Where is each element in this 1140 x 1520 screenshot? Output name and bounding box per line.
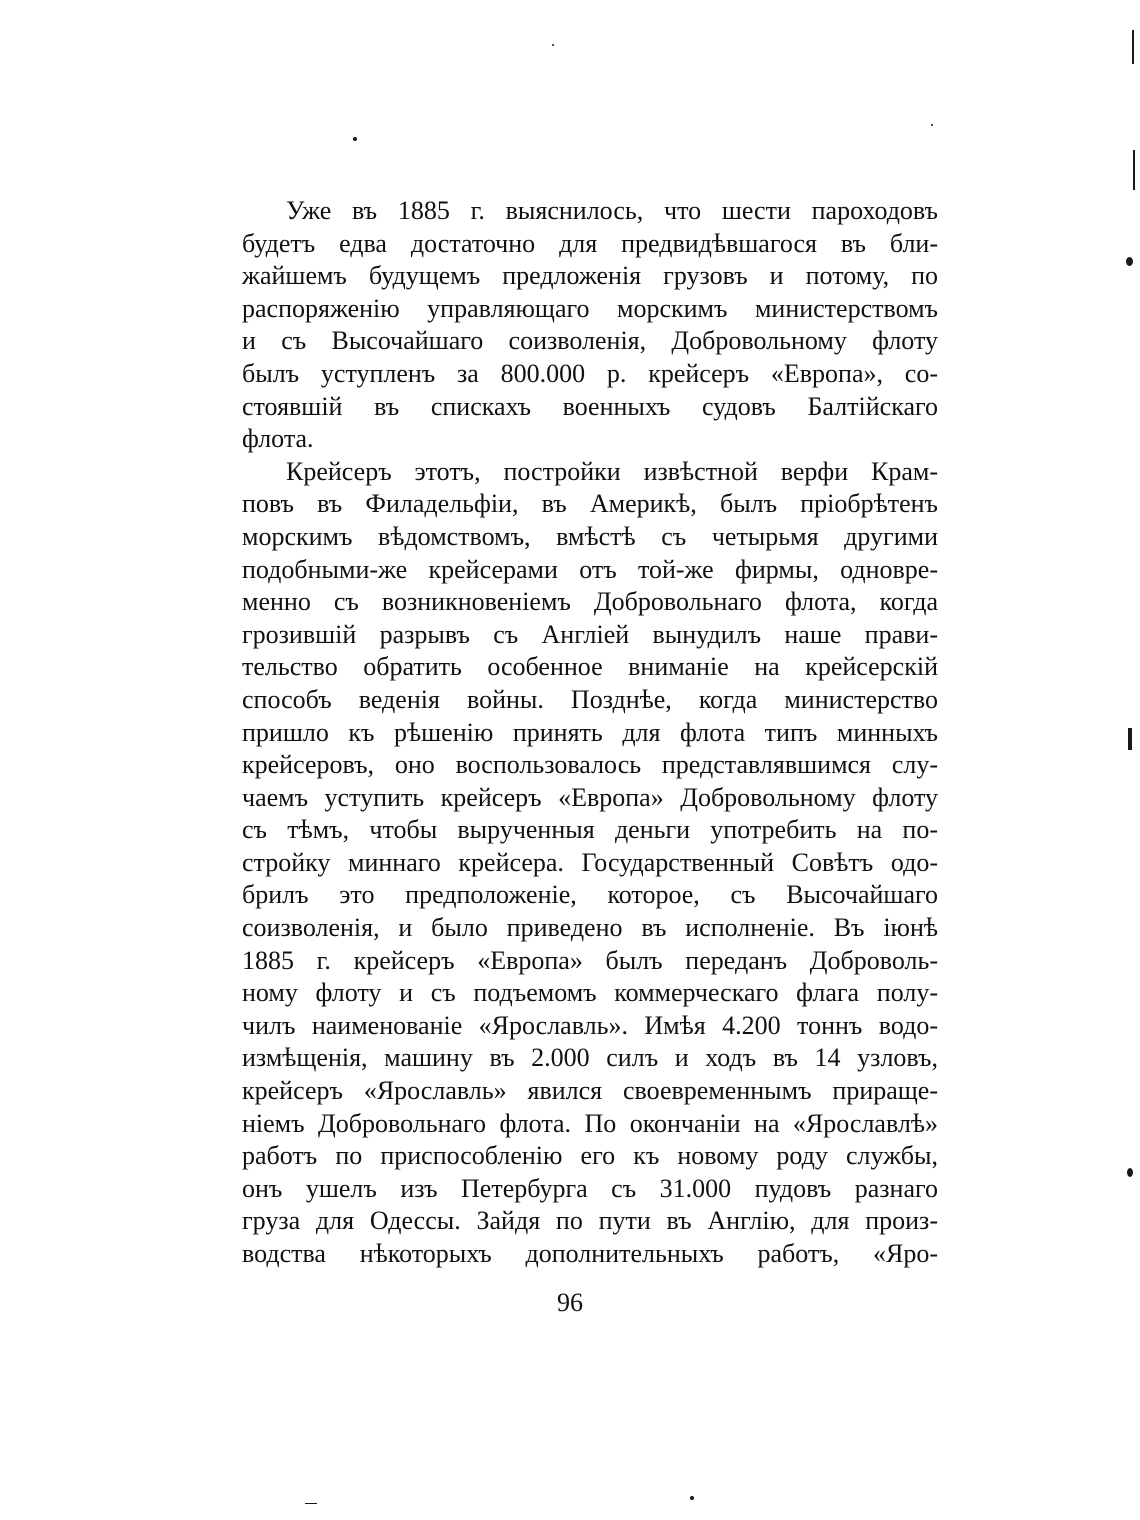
text-line: чилъ наименованіе «Ярославль». Имѣя 4.200 тоннъ водо- bbox=[242, 1010, 938, 1040]
scan-speck bbox=[690, 1496, 694, 1500]
text-line: будетъ едва достаточно для предвидѣвшагося въ бли- bbox=[242, 228, 938, 258]
scan-edge-mark bbox=[305, 1503, 317, 1504]
text-line: Крейсеръ этотъ, постройки извѣстной верфи Крам- bbox=[286, 456, 938, 486]
text-line: морскимъ вѣдомствомъ, вмѣстѣ съ четырьмя другими bbox=[242, 521, 938, 551]
text-line: груза для Одессы. Зайдя по пути въ Англію, для произ- bbox=[242, 1206, 938, 1236]
text-line: водства нѣкоторыхъ дополнительныхъ работъ, «Яро- bbox=[242, 1239, 938, 1268]
text-line: чаемъ уступить крейсеръ «Европа» Добровольному флоту bbox=[242, 782, 938, 812]
paragraph bbox=[242, 456, 938, 1271]
scan-speck bbox=[552, 44, 554, 46]
text-line: съ тѣмъ, чтобы вырученныя деньги употребить на по- bbox=[242, 815, 938, 845]
scan-edge-mark bbox=[1132, 30, 1134, 64]
scan-speck bbox=[353, 137, 357, 141]
text-line: крейсеръ «Ярославль» явился своевременнымъ прираще- bbox=[242, 1076, 938, 1106]
text-line: флота. bbox=[242, 424, 314, 454]
text-line: стройку миннаго крейсера. Государственный Совѣтъ одо- bbox=[242, 847, 938, 877]
scan-speck bbox=[1127, 1168, 1133, 1177]
text-line: грозившій разрывъ съ Англіей вынудилъ наше прави- bbox=[242, 619, 938, 649]
text-line: способъ веденія войны. Позднѣе, когда министерство bbox=[242, 684, 938, 714]
text-line: онъ ушелъ изъ Петербурга съ 31.000 пудовъ разнаго bbox=[242, 1173, 938, 1203]
text-line: измѣщенія, машину въ 2.000 силъ и ходъ въ 14 узловъ, bbox=[242, 1043, 938, 1073]
text-line: и съ Высочайшаго соизволенія, Добровольному флоту bbox=[242, 326, 938, 356]
text-line: подобными-же крейсерами отъ той-же фирмы, одновре- bbox=[242, 554, 938, 584]
text-line: ніемъ Добровольнаго флота. По окончаніи на «Ярославлѣ» bbox=[242, 1108, 938, 1138]
text-line: былъ уступленъ за 800.000 р. крейсеръ «Европа», со- bbox=[242, 358, 938, 388]
text-line: брилъ это предположеніе, которое, съ Высочайшаго bbox=[242, 880, 938, 910]
text-line: распоряженію управляющаго морскимъ министерствомъ bbox=[242, 293, 938, 323]
text-line: соизволенія, и было приведено въ исполненіе. Въ іюнѣ bbox=[242, 913, 938, 943]
text-line: стоявшій въ спискахъ военныхъ судовъ Балтійскаго bbox=[242, 391, 938, 421]
text-line: крейсеровъ, оно воспользовалось представлявшимся слу- bbox=[242, 750, 938, 780]
page-number: 96 bbox=[557, 1288, 583, 1317]
scan-speck bbox=[931, 124, 933, 126]
text-line: менно съ возникновеніемъ Добровольнаго флота, когда bbox=[242, 587, 938, 617]
text-line: Уже въ 1885 г. выяснилось, что шести пароходовъ bbox=[286, 196, 938, 225]
text-line: тельство обратить особенное вниманіе на крейсерскій bbox=[242, 652, 938, 682]
text-line: 1885 г. крейсеръ «Европа» былъ переданъ Доброволь- bbox=[242, 945, 938, 975]
page-body bbox=[242, 195, 938, 1271]
text-line: ному флоту и съ подъемомъ коммерческаго флага полу- bbox=[242, 978, 938, 1008]
paragraph bbox=[242, 195, 938, 456]
scan-speck bbox=[1126, 257, 1133, 266]
scan-edge-mark bbox=[1133, 150, 1135, 190]
text-line: повъ въ Филадельфіи, въ Америкѣ, былъ пріобрѣтенъ bbox=[242, 489, 938, 519]
text-line: пришло къ рѣшенію принять для флота типъ минныхъ bbox=[242, 717, 938, 747]
text-line: жайшемъ будущемъ предложенія грузовъ и потому, по bbox=[242, 261, 938, 291]
text-line: работъ по приспособленію его къ новому роду службы, bbox=[242, 1141, 938, 1171]
scan-edge-mark bbox=[1128, 728, 1132, 750]
